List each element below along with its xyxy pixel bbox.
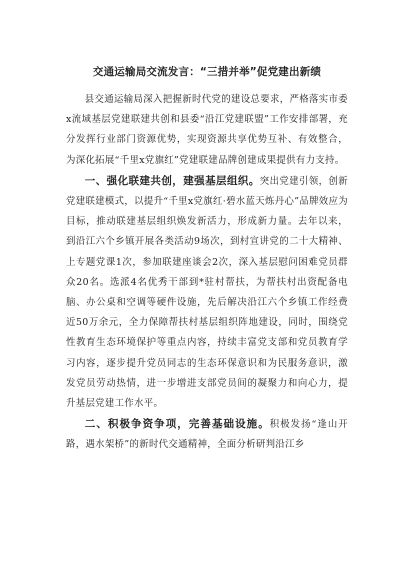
paragraph-intro: [66, 90, 348, 171]
paragraph-intro-text: 县交通运输局深入把握新时代党的建设总要求，严格落实市委x流域基层党建联建共创和县委“沿江党建联盟”工作安排部署，充分发挥行业部门资源优势，实现资源共享优势互补、有效整合，为深化拓展“千里x党旗红”党建联建品牌创建成果提供有力支持。: [66, 94, 348, 166]
document-title: 交通运输局交流发言：“三措并举”促党建出新绩: [92, 66, 322, 78]
section-1-text: 突出党建引领，创新党建联建模式，以提升“千里x党旗红·碧水蓝天炼丹心”品牌效应为目标，推动联建基层组织焕发新活力，形成新力量。去年以来，到沿江六个乡镇开展各类活动9场次，到村宣讲党的二十大精神、上专题党课1次，参加联建座谈会2次，深入基层慰问困难党员群众20名。选派4名优秀干部到*驻村帮扶，为帮扶村出资配备电脑、办公桌和空调等硬件设施，先后解决沿江六个乡镇工作经费近50万余元，全力保障帮扶村基层组织阵地建设，同时，围绕党性教育生态环境保护等重点内容，持续丰富党支部和党员教育学习内容，逐步提升党员同志的生态环保意识和为民服务意识，激发党员劳动热情，进一步增进支部党员间的凝聚力和向心力，提升基层党建工作水平。: [66, 175, 348, 410]
paragraph-section-1: [66, 171, 348, 414]
paragraph-section-2: [66, 414, 348, 455]
section-1-heading: 一、强化联建共创，建强基层组织。: [84, 174, 260, 187]
section-2-text: 积极发扬“逢山开路，遇水架桥”的新时代交通精神，全面分析研判沿江乡: [66, 419, 348, 451]
section-2-heading: 二、积极争资争项，完善基础设施。: [84, 418, 270, 431]
document-page: [66, 64, 348, 456]
